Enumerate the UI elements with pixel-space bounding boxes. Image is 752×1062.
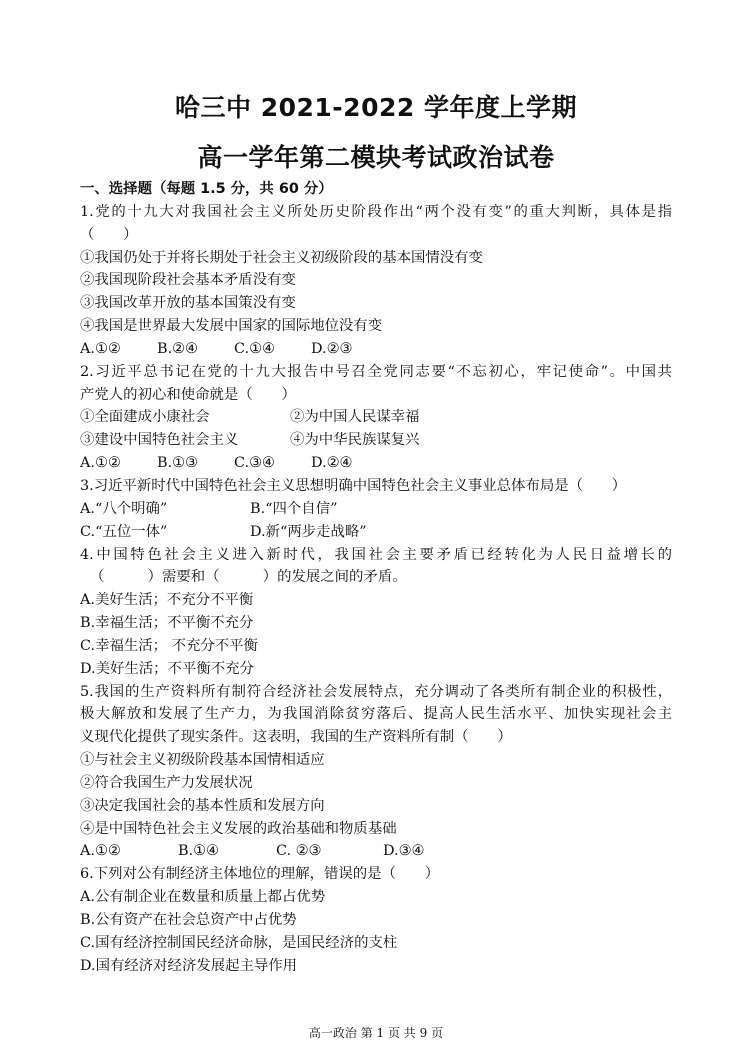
q1-item-1: ①我国仍处于并将长期处于社会主义初级阶段的基本国情没有变 bbox=[80, 249, 483, 266]
q4-option-d: D.美好生活；不平衡不充分 bbox=[80, 660, 254, 677]
q2-option-a: A.①② bbox=[80, 455, 121, 472]
q5-item-3: ③决定我国社会的基本性质和发展方向 bbox=[80, 797, 325, 814]
q6-option-a: A.公有制企业在数量和质量上都占优势 bbox=[80, 889, 326, 906]
q2-item-3: ③建设中国特色社会主义 bbox=[80, 432, 239, 449]
q2-item-2: ②为中国人民谋幸福 bbox=[290, 409, 420, 426]
exam-title-line2: 高一学年第二模块考试政治试卷 bbox=[197, 143, 555, 172]
q6-option-c: C.国有经济控制国民经济命脉，是国民经济的支柱 bbox=[80, 934, 398, 951]
q3-options-row1 bbox=[80, 498, 672, 521]
q1-item-4: ④我国是世界最大发展中国家的国际地位没有变 bbox=[80, 318, 383, 335]
q1-option-d: D.②③ bbox=[311, 340, 353, 357]
exam-title-line1: 哈三中 2021-2022 学年度上学期 bbox=[175, 93, 577, 122]
q2-option-b: B.①③ bbox=[157, 455, 198, 472]
q5-option-c: C. ②③ bbox=[276, 843, 322, 860]
q5-options bbox=[80, 840, 672, 863]
q2-options bbox=[80, 452, 672, 475]
q3-option-a: A.“八个明确” bbox=[80, 500, 168, 517]
q2-option-d: D.②④ bbox=[311, 455, 353, 472]
q2-item-4: ④为中华民族谋复兴 bbox=[290, 432, 420, 449]
exam-content bbox=[80, 178, 672, 978]
q1-item-2: ②我国现阶段社会基本矛盾没有变 bbox=[80, 272, 296, 289]
q2-stem-line2: 产党人的初心和使命就是（ ） bbox=[80, 386, 296, 403]
q1-option-b: B.②④ bbox=[157, 340, 198, 357]
q5-stem-line2: 极大解放和发展了生产力，为我国消除贫穷落后、提高人民生活水平、加快实现社会主 bbox=[80, 706, 672, 723]
q3-option-b: B.“四个自信” bbox=[250, 500, 338, 517]
q2-stem-line1: 2.习近平总书记在党的十九大报告中号召全党同志要“不忘初心，牢记使命”。中国共 bbox=[80, 363, 672, 380]
q5-item-4: ④是中国特色社会主义发展的政治基础和物质基础 bbox=[80, 820, 397, 837]
q1-option-a: A.①② bbox=[80, 340, 121, 357]
q3-option-d: D.新“两步走战略” bbox=[250, 523, 367, 540]
q2-item-1: ①全面建成小康社会 bbox=[80, 409, 210, 426]
q4-option-a: A.美好生活；不充分不平衡 bbox=[80, 592, 254, 609]
q4-stem-line1: 4.中国特色社会主义进入新时代，我国社会主要矛盾已经转化为人民日益增长的 bbox=[80, 546, 672, 563]
q5-option-d: D.③④ bbox=[383, 843, 425, 860]
q2-items-row2 bbox=[80, 429, 672, 452]
q6-stem: 6.下列对公有制经济主体地位的理解，错误的是（ ） bbox=[80, 866, 440, 883]
q3-options-row2 bbox=[80, 521, 672, 544]
q1-stem-line1: 1.党的十九大对我国社会主义所处历史阶段作出“两个没有变”的重大判断，具体是指 bbox=[80, 203, 672, 220]
q2-option-c: C.③④ bbox=[234, 455, 275, 472]
q5-option-a: A.①② bbox=[80, 843, 121, 860]
page-footer: 高一政治 第 1 页 共 9 页 bbox=[308, 1026, 444, 1040]
q3-option-c: C.“五位一体” bbox=[80, 523, 168, 540]
q5-stem-line3: 义现代化提供了现实条件。这表明，我国的生产资料所有制（ ） bbox=[80, 729, 512, 746]
q5-option-b: B.①④ bbox=[178, 843, 219, 860]
q6-option-d: D.国有经济对经济发展起主导作用 bbox=[80, 957, 298, 974]
q2-items-row1 bbox=[80, 406, 672, 429]
q5-item-1: ①与社会主义初级阶段基本国情相适应 bbox=[80, 752, 325, 769]
q1-option-c: C.①④ bbox=[234, 340, 275, 357]
q6-option-b: B.公有资产在社会总资产中占优势 bbox=[80, 912, 297, 928]
q5-item-2: ②符合我国生产力发展状况 bbox=[80, 774, 253, 791]
q1-item-3: ③我国改革开放的基本国策没有变 bbox=[80, 295, 296, 312]
q4-option-c: C.幸福生活； 不充分不平衡 bbox=[80, 637, 258, 654]
section-heading: 一、选择题（每题 1.5 分，共 60 分） bbox=[80, 181, 333, 197]
q4-stem-line2: （ ）需要和（ ）的发展之间的矛盾。 bbox=[90, 569, 407, 586]
q1-options bbox=[80, 338, 672, 361]
q1-stem-line2: （ ） bbox=[80, 226, 138, 243]
q3-stem: 3.习近平新时代中国特色社会主义思想明确中国特色社会主义事业总体布局是（ ） bbox=[80, 477, 627, 494]
q5-stem-line1: 5.我国的生产资料所有制符合经济社会发展特点，充分调动了各类所有制企业的积极性， bbox=[80, 683, 672, 700]
q4-option-b: B.幸福生活；不平衡不充分 bbox=[80, 615, 254, 632]
